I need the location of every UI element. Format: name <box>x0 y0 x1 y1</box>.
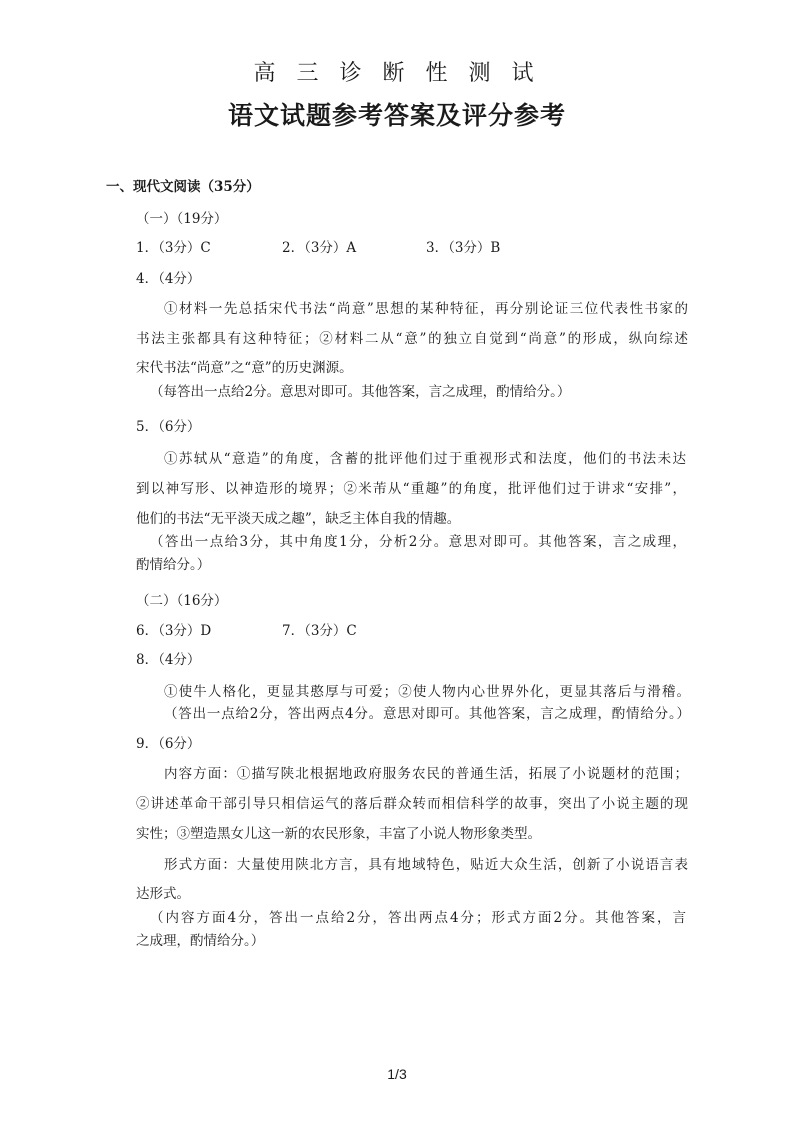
q8-answer-line-1: ①使牛人格化，更显其憨厚与可爱；②使人物内心世界外化，更显其落后与滑稽。 <box>164 684 690 700</box>
q9-answer-line-4: 形式方面：大量使用陕北方言，具有地域特色，贴近大众生活，创新了小说语言表 <box>164 857 688 873</box>
q9-answer-line-5: 达形式。 <box>136 886 190 902</box>
q5-scoring-note-line-1: （答出一点给3分，其中角度1分，分析2分。意思对即可。其他答案，言之成理， <box>150 534 686 550</box>
document-title: 高 三 诊 断 性 测 试 <box>253 61 541 86</box>
q5-scoring-note-line-2: 酌情给分。） <box>136 557 211 573</box>
section-heading-modern-reading: 一、现代文阅读（35分） <box>106 179 260 195</box>
part1-heading: （一）（19分） <box>136 211 228 227</box>
answer-q3: 3．（3分）B <box>426 240 501 256</box>
page-number: 1/3 <box>387 1066 407 1082</box>
part2-heading: （二）（16分） <box>136 593 228 609</box>
document-subtitle: 语文试题参考答案及评分参考 <box>227 101 566 130</box>
q9-label: 9．（6分） <box>136 736 201 752</box>
answer-q6: 6．（3分）D <box>136 623 212 639</box>
q4-answer-line-3: 宋代书法“尚意”之“意”的历史渊源。 <box>136 360 353 376</box>
q5-answer-line-1: ①苏轼从“意造”的角度，含蓄的批评他们过于重视形式和法度，他们的书法未达 <box>164 451 686 467</box>
q5-answer-line-3: 他们的书法“无平淡天成之趣”，缺乏主体自我的情趣。 <box>136 511 461 527</box>
q9-answer-line-1: 内容方面：①描写陕北根据地政府服务农民的普通生活，拓展了小说题材的范围； <box>164 766 688 782</box>
q8-label: 8．（4分） <box>136 652 201 668</box>
answer-q2: 2．（3分）A <box>282 240 357 256</box>
q4-label: 4．（4分） <box>136 271 201 287</box>
q4-answer-line-1: ①材料一先总括宋代书法“尚意”思想的某种特征，再分别论证三位代表性书家的 <box>164 301 688 317</box>
q4-answer-line-2: 书法主张都具有这种特征；②材料二从“意”的独立自觉到“尚意”的形成，纵向综述 <box>136 331 688 347</box>
q5-answer-line-2: 到以神写形、以神造形的境界；②米芾从“重趣”的角度，批评他们过于讲求“安排”， <box>136 481 686 497</box>
q5-label: 5．（6分） <box>136 419 201 435</box>
q9-answer-line-3: 实性；③塑造黑女儿这一新的农民形象，丰富了小说人物形象类型。 <box>136 826 541 842</box>
q9-scoring-note-line-2: 之成理，酌情给分。） <box>136 933 265 949</box>
q4-scoring-note: （每答出一点给2分。意思对即可。其他答案，言之成理，酌情给分。） <box>150 384 571 400</box>
q9-answer-line-2: ②讲述革命干部引导只相信运气的落后群众转而相信科学的故事，突出了小说主题的现 <box>136 796 688 812</box>
q8-scoring-note: （答出一点给2分，答出两点4分。意思对即可。其他答案，言之成理，酌情给分。） <box>164 706 690 722</box>
answer-q7: 7．（3分）C <box>282 623 357 639</box>
answer-q1: 1．（3分）C <box>136 240 211 256</box>
q9-scoring-note-line-1: （内容方面4分，答出一点给2分，答出两点4分；形式方面2分。其他答案，言 <box>150 910 686 926</box>
